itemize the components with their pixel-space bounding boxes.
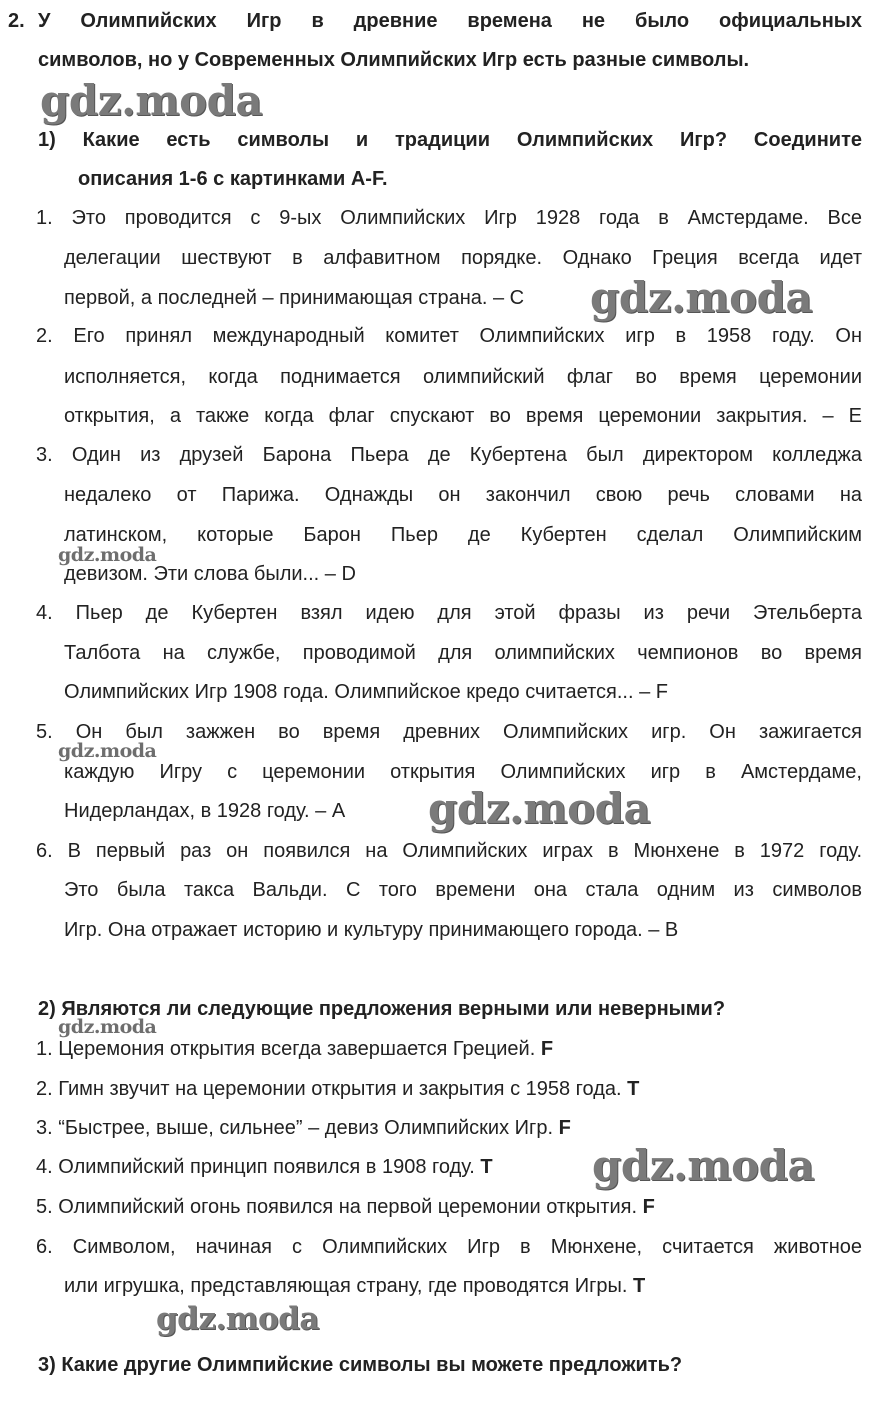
part1-item-1-line-1: 1. Это проводится с 9-ых Олимпийских Игр 1928 года в Амстердаме. Все xyxy=(36,207,862,229)
part1-item-1-line-3: первой, а последней – принимающая страна. – C xyxy=(64,287,525,309)
task-intro-line-2: символов, но у Современных Олимпийских Игр есть разные символы. xyxy=(38,49,750,71)
part2-item-6-answer: T xyxy=(632,1275,646,1297)
part1-heading-line-1: 1) Какие есть символы и традиции Олимпийских Игр? Соедините xyxy=(38,129,862,151)
part1-item-3-line-1: 3. Один из друзей Барона Пьера де Кубертена был директором колледжа xyxy=(36,444,862,466)
part2-item-3-answer: F xyxy=(558,1117,571,1139)
part1-item-3-line-2: недалеко от Парижа. Однажды он закончил свою речь словами на xyxy=(64,484,862,506)
part1-item-6-line-3: Игр. Она отражает историю и культуру принимающего города. – B xyxy=(64,919,679,941)
watermark-logo: gdz.moda xyxy=(156,1301,319,1337)
part1-item-1-line-2: делегации шествуют в алфавитном порядке. Однако Греция всегда идет xyxy=(64,247,862,269)
part1-item-4-line-2: Талбота на службе, проводимой для олимпийских чемпионов во время xyxy=(64,642,862,664)
part1-heading-line-2: описания 1-6 с картинками A-F. xyxy=(78,168,388,190)
part2-item-4-text: 4. Олимпийский принцип появился в 1908 году. xyxy=(36,1156,475,1178)
part1-item-4-line-3: Олимпийских Игр 1908 года. Олимпийское кредо считается... – F xyxy=(64,681,668,703)
part1-item-3-line-3: латинском, которые Барон Пьер де Кубертен сделал Олимпийским xyxy=(64,524,862,546)
part2-item-4-answer: T xyxy=(480,1156,493,1178)
part2-heading: 2) Являются ли следующие предложения верными или неверными? xyxy=(38,998,726,1020)
watermark-logo: gdz.moda xyxy=(58,740,157,762)
part2-item-2 xyxy=(36,1077,639,1101)
part2-item-5-answer: F xyxy=(642,1196,655,1218)
part1-item-5-line-1: 5. Он был зажжен во время древних Олимпийских игр. Он зажигается xyxy=(36,721,862,743)
task-number: 2. xyxy=(8,10,25,32)
watermark-logo: gdz.moda xyxy=(58,1016,157,1038)
part2-item-2-text: 2. Гимн звучит на церемонии открытия и закрытия с 1958 года. xyxy=(36,1078,622,1100)
part2-item-1-text: 1. Церемония открытия всегда завершается Грецией. xyxy=(36,1038,536,1060)
part2-item-1-answer: F xyxy=(540,1038,554,1060)
part1-item-2-line-3: открытия, а также когда флаг спускают во время церемонии закрытия. – E xyxy=(64,405,862,427)
part2-item-1 xyxy=(36,1037,553,1061)
part1-item-5-line-3: Нидерландах, в 1928 году. – A xyxy=(64,800,346,822)
part2-item-4 xyxy=(36,1155,493,1179)
part2-item-3-text: 3. “Быстрее, выше, сильнее” – девиз Олимпийских Игр. xyxy=(36,1117,554,1139)
watermark-logo: gdz.moda xyxy=(590,273,813,322)
part1-item-2-line-1: 2. Его принял международный комитет Олимпийских игр в 1958 году. Он xyxy=(36,325,862,347)
watermark-logo: gdz.moda xyxy=(592,1141,815,1190)
part1-item-3-line-4: девизом. Эти слова были... – D xyxy=(64,563,356,585)
watermark-logo: gdz.moda xyxy=(40,76,263,125)
part2-item-5 xyxy=(36,1195,655,1219)
task-intro-line-1: У Олимпийских Игр в древние времена не было официальных xyxy=(38,10,862,32)
part1-item-6-line-1: 6. В первый раз он появился на Олимпийских играх в Мюнхене в 1972 году. xyxy=(36,840,862,862)
part2-item-6-line-2 xyxy=(64,1274,645,1298)
part1-item-2-line-2: исполняется, когда поднимается олимпийский флаг во время церемонии xyxy=(64,366,862,388)
part1-item-4-line-1: 4. Пьер де Кубертен взял идею для этой фразы из речи Этельберта xyxy=(36,602,862,624)
part2-item-6-text: или игрушка, представляющая страну, где проводятся Игры. xyxy=(64,1275,628,1297)
part1-item-5-line-2: каждую Игру с церемонии открытия Олимпийских игр в Амстердаме, xyxy=(64,761,862,783)
part3-heading: 3) Какие другие Олимпийские символы вы можете предложить? xyxy=(38,1354,683,1376)
watermark-logo: gdz.moda xyxy=(428,784,651,833)
part1-item-6-line-2: Это была такса Вальди. С того времени она стала одним из символов xyxy=(64,879,862,901)
part2-item-3 xyxy=(36,1116,571,1140)
watermark-logo: gdz.moda xyxy=(58,544,157,566)
part2-item-6-line-1: 6. Символом, начиная с Олимпийских Игр в Мюнхене, считается животное xyxy=(36,1236,862,1258)
part2-item-2-answer: T xyxy=(627,1078,640,1100)
part2-item-5-text: 5. Олимпийский огонь появился на первой церемонии открытия. xyxy=(36,1196,638,1218)
